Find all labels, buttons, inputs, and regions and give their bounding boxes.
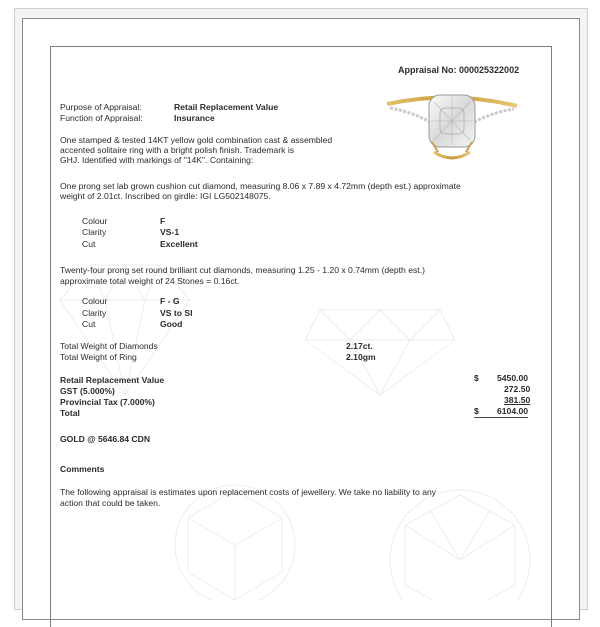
- function-label: Function of Appraisal:: [60, 113, 143, 123]
- gold-price: GOLD @ 5646.84 CDN: [60, 434, 151, 444]
- total-label: Total: [60, 408, 80, 418]
- side-cut-value: Good: [160, 319, 183, 329]
- side-colour-label: Colour: [82, 296, 108, 306]
- ring-description-line: One stamped & tested 14KT yellow gold combination cast & assembled: [60, 135, 333, 145]
- center-stone-description-line: weight of 2.01ct. Inscribed on girdle: IGI LG502148075.: [60, 191, 271, 201]
- provincial-tax-amount: 381.50: [504, 395, 531, 405]
- currency-symbol: $: [474, 406, 479, 416]
- function-value: Insurance: [174, 113, 215, 123]
- side-stones-description-line: Twenty-four prong set round brilliant cut diamonds, measuring 1.25 - 1.20 x 0.74mm (depth est.): [60, 265, 425, 275]
- total-amount: 6104.00: [497, 406, 529, 416]
- side-stones-description-line: approximate total weight of 24 Stones = 0.16ct.: [60, 276, 240, 286]
- ring-description-line: GHJ. Identified with markings of "14K". Containing:: [60, 155, 254, 165]
- diamond-weight-label: Total Weight of Diamonds: [60, 341, 158, 351]
- side-colour-value: F - G: [160, 296, 180, 306]
- center-cut-label: Cut: [82, 239, 96, 249]
- center-clarity-label: Clarity: [82, 227, 107, 237]
- diamond-watermark-center: [300, 300, 460, 400]
- total-rule: [474, 417, 528, 418]
- purpose-label: Purpose of Appraisal:: [60, 102, 142, 112]
- currency-symbol: $: [474, 373, 479, 383]
- center-colour-value: F: [160, 216, 166, 226]
- side-clarity-label: Clarity: [82, 308, 107, 318]
- side-clarity-value: VS to SI: [160, 308, 193, 318]
- ring-photo: [382, 82, 522, 172]
- side-cut-label: Cut: [82, 319, 96, 329]
- comments-line: The following appraisal is estimates upon replacement costs of jewellery. We take no liability to any: [60, 487, 437, 497]
- center-cut-value: Excellent: [160, 239, 198, 249]
- ring-weight-label: Total Weight of Ring: [60, 352, 137, 362]
- comments-heading: Comments: [60, 464, 105, 474]
- gst-label: GST (5.000%): [60, 386, 115, 396]
- provincial-tax-label: Provincial Tax (7.000%): [60, 397, 155, 407]
- center-stone-description-line: One prong set lab grown cushion cut diamond, measuring 8.06 x 7.89 x 4.72mm (depth est.) approximate: [60, 181, 461, 191]
- gst-amount: 272.50: [504, 384, 531, 394]
- purpose-value: Retail Replacement Value: [174, 102, 279, 112]
- ring-weight-value: 2.10gm: [346, 352, 376, 362]
- retail-value-amount: 5450.00: [497, 373, 529, 383]
- comments-line: action that could be taken.: [60, 498, 161, 508]
- center-clarity-value: VS-1: [160, 227, 180, 237]
- diamond-weight-value: 2.17ct.: [346, 341, 373, 351]
- retail-value-label: Retail Replacement Value: [60, 375, 165, 385]
- ring-description-line: accented solitaire ring with a bright polish finish. Trademark is: [60, 145, 295, 155]
- center-colour-label: Colour: [82, 216, 108, 226]
- appraisal-number: Appraisal No: 000025322002: [398, 65, 520, 75]
